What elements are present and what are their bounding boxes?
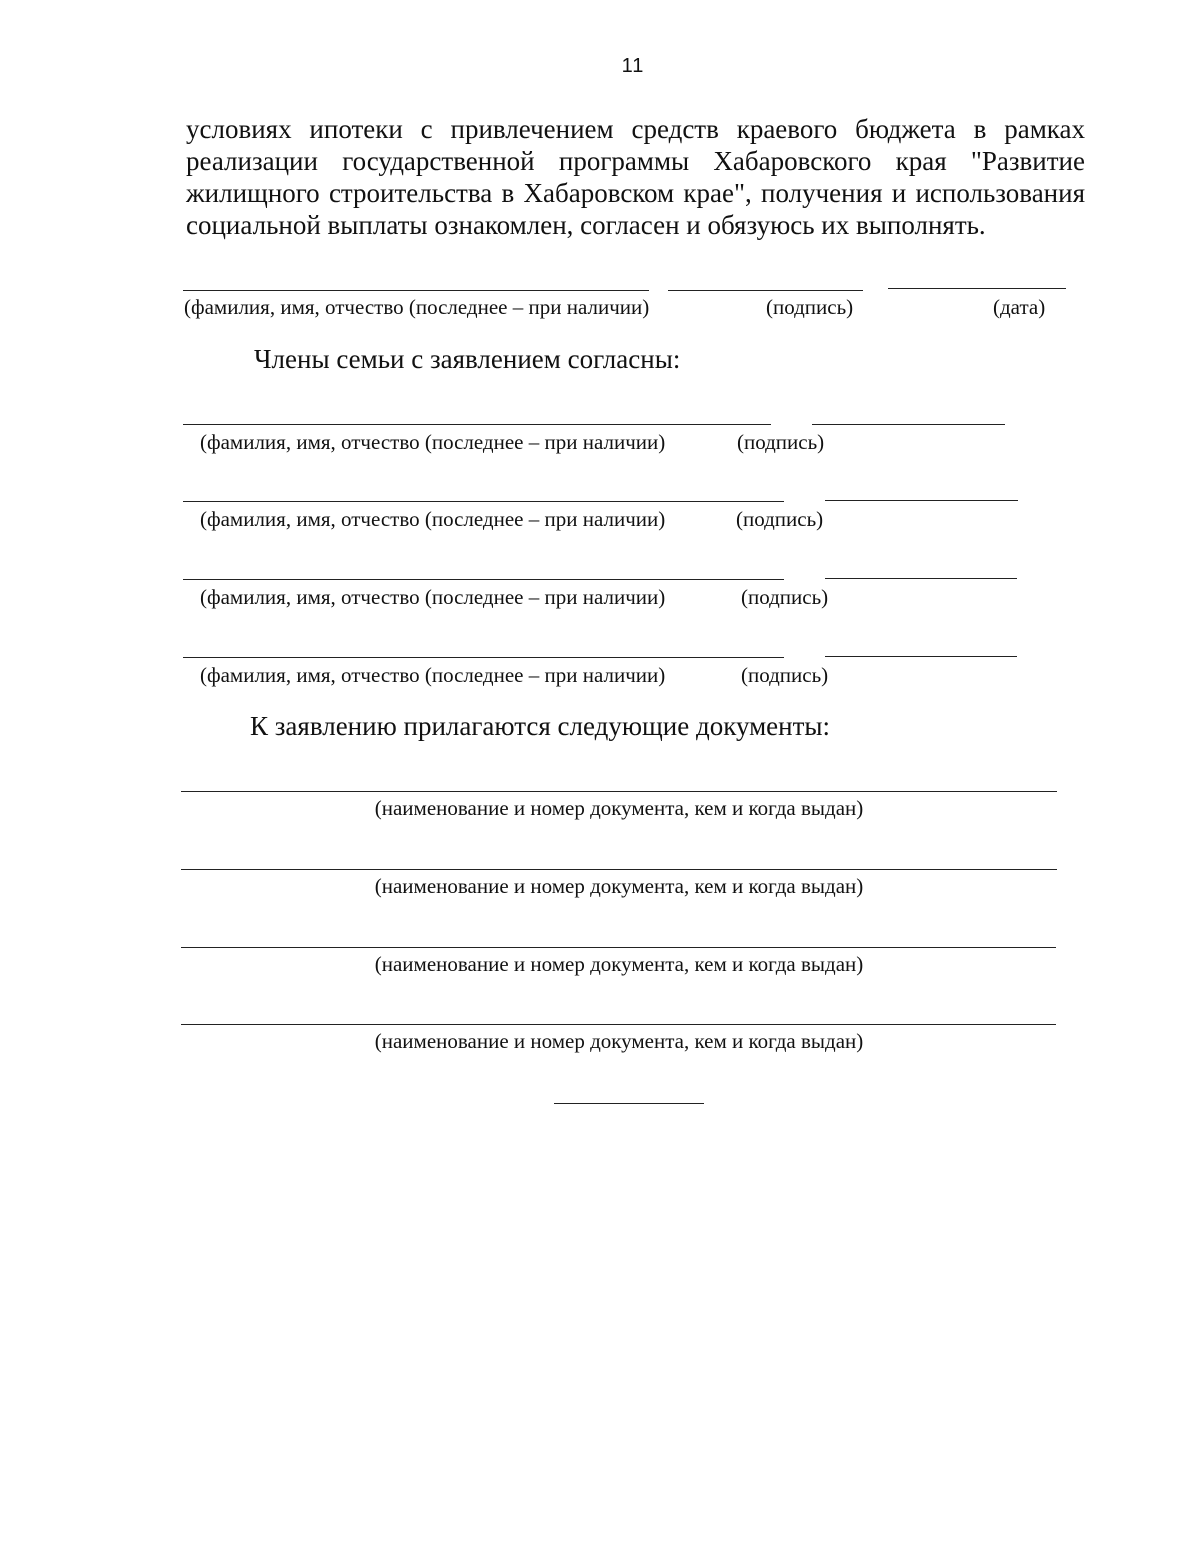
family-member-signature-caption: (подпись) xyxy=(737,430,825,454)
applicant-name-caption: (фамилия, имя, отчество (последнее – при наличии) xyxy=(184,295,650,319)
family-member-signature-line[interactable] xyxy=(825,656,1017,657)
family-member-name-caption: (фамилия, имя, отчество (последнее – при наличии) xyxy=(200,507,666,531)
family-member-name-line[interactable] xyxy=(183,657,784,658)
family-member-name-line[interactable] xyxy=(183,501,784,502)
documents-heading: К заявлению прилагаются следующие документы: xyxy=(250,711,831,741)
family-member-name-line[interactable] xyxy=(183,579,784,580)
family-member-signature-line[interactable] xyxy=(825,578,1017,579)
family-member-name-line[interactable] xyxy=(183,424,771,425)
family-member-signature-line[interactable] xyxy=(825,500,1018,501)
family-member-signature-line[interactable] xyxy=(812,424,1005,425)
family-heading: Члены семьи с заявлением согласны: xyxy=(254,344,681,374)
page-number: 11 xyxy=(621,55,645,77)
intro-paragraph xyxy=(186,113,1085,241)
applicant-name-line[interactable] xyxy=(183,290,649,291)
end-separator xyxy=(554,1103,704,1104)
document-line[interactable] xyxy=(181,791,1057,792)
applicant-signature-caption: (подпись) xyxy=(766,295,854,319)
document-caption: (наименование и номер документа, кем и когда выдан) xyxy=(374,952,864,976)
family-member-signature-caption: (подпись) xyxy=(736,507,824,531)
document-caption: (наименование и номер документа, кем и когда выдан) xyxy=(374,796,864,820)
family-member-name-caption: (фамилия, имя, отчество (последнее – при наличии) xyxy=(200,585,666,609)
document-line[interactable] xyxy=(181,869,1057,870)
intro-text: условиях ипотеки с привлечением средств краевого бюджета в рамках реализации государственной программы Хабаровского края "Развитие жилищного строительства в Хабаровском крае", получения и использования социальной выплаты ознакомлен, согласен и обязуюсь их выполнять. xyxy=(186,114,1085,240)
family-member-name-caption: (фамилия, имя, отчество (последнее – при наличии) xyxy=(200,663,666,687)
applicant-date-caption: (дата) xyxy=(993,295,1046,319)
document-caption: (наименование и номер документа, кем и когда выдан) xyxy=(374,1029,864,1053)
applicant-signature-line[interactable] xyxy=(668,290,863,291)
document-caption: (наименование и номер документа, кем и когда выдан) xyxy=(374,874,864,898)
document-line[interactable] xyxy=(181,947,1056,948)
family-member-name-caption: (фамилия, имя, отчество (последнее – при наличии) xyxy=(200,430,666,454)
family-member-signature-caption: (подпись) xyxy=(741,663,829,687)
family-member-signature-caption: (подпись) xyxy=(741,585,829,609)
document-line[interactable] xyxy=(181,1024,1056,1025)
applicant-date-line[interactable] xyxy=(888,288,1066,289)
